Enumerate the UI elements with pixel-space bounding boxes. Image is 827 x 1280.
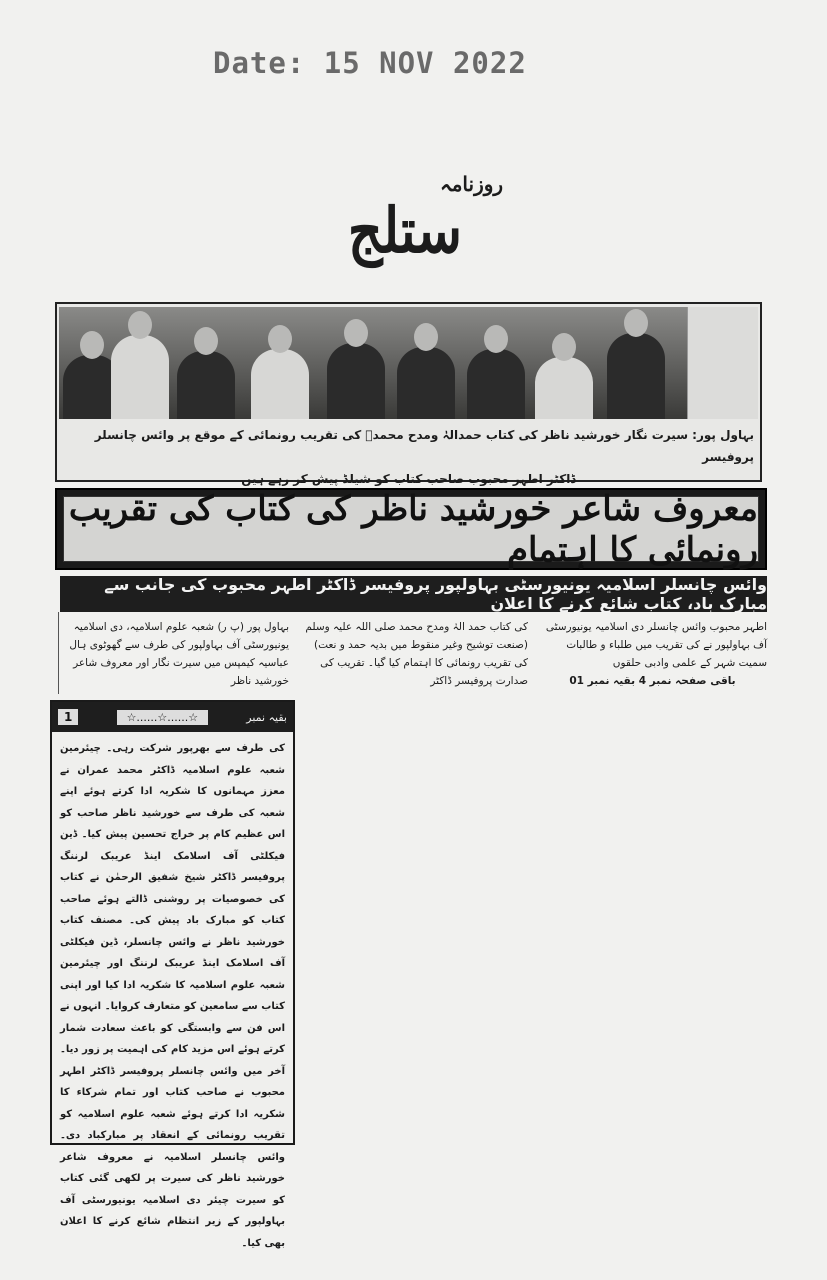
subheadline: وائس چانسلر اسلامیہ یونیورسٹی بہاولپور پروفیسر ڈاکٹر اطہر محبوب کی جانب سے مبارک باد، کتاب شائع کرنے کا اعلان	[60, 576, 767, 612]
continuation-number: 1	[58, 709, 78, 725]
photo-person	[327, 343, 385, 419]
masthead-title: ستلج	[347, 193, 463, 267]
headline: معروف شاعر خورشید ناظر کی کتاب کی تقریب رونمائی کا اہتمام	[63, 496, 759, 562]
headline-box	[55, 488, 767, 570]
article-column-3-text: اطہر محبوب وائس چانسلر دی اسلامیہ یونیورسٹی آف بہاولپور نے کی تقریب میں طلباء و طالبات سمیت شہر کے علمی وادبی حلقوں	[545, 621, 767, 669]
column-rule	[58, 612, 59, 694]
article-column-3	[538, 618, 767, 692]
photo-person	[607, 333, 665, 419]
photo-side-panel	[687, 307, 758, 419]
continued-note: باقی صفحہ نمبر 4 بقیہ نمبر 01	[569, 675, 736, 687]
masthead-roznama: روزنامہ	[440, 172, 504, 196]
continuation-text: کی طرف سے بھرپور شرکت رہی۔ چیئرمین شعبہ علوم اسلامیہ ڈاکٹر محمد عمران نے معزز مہمانوں کا شکریہ ادا کرتے ہوئے اپنے شعبہ کی طرف سے خورشید ناظر صاحب کو اس عظیم کام پر خراج تحسین پیش کیا۔ ڈین فیکلٹی آف اسلامک اینڈ عریبک لرننگ پروفیسر ڈاکٹر شیخ شفیق الرحمٰن نے کتاب کی خصوصیات پر روشنی ڈالتے ہوئے صاحب کتاب کو مبارک باد پیش کی۔ مصنف کتاب خورشید ناظر نے وائس چانسلر، ڈین فیکلٹی آف اسلامک اینڈ عریبک لرننگ اور چیئرمین شعبہ علوم اسلامیہ کا شکریہ ادا کیا اور اپنی کتاب سے سامعین کو متعارف کروایا۔ انہوں نے اس فن سے وابستگی کو باعث سعادت شمار کرتے ہوئے اس مزید کام کی اہمیت پر زور دیا۔ آخر میں وائس چانسلر پروفیسر ڈاکٹر اطہر محبوب نے صاحب کتاب اور تمام شرکاء کا شکریہ ادا کرتے ہوئے شعبہ علوم اسلامیہ کو تقریب رونمائی کے انعقاد پر مبارکباد دی۔ وائس چانسلر اسلامیہ نے معروف شاعر خورشید ناظر کی سیرت پر لکھی گئی کتاب کو سیرت چیئر دی اسلامیہ یونیورسٹی آف بہاولپور کے زیر انتظام شائع کرنے کا اعلان بھی کیا۔	[60, 743, 285, 1249]
article-column-2: کی کتاب حمد الہٰ ومدح محمد صلی اللہ علیہ وسلم (صنعت توشیح وغیر منقوط میں بدیہ حمد و نعت) کی تقریب رونمائی کا اہتمام کیا گیا۔ تقریب کی صدارت پروفیسر ڈاکٹر	[305, 621, 528, 687]
photo-person	[467, 349, 525, 419]
photo-person	[111, 335, 169, 419]
news-photo	[59, 307, 689, 419]
continuation-label: بقیہ نمبر	[246, 710, 287, 724]
photo-person	[397, 347, 455, 419]
photo-person	[535, 357, 593, 419]
star-ornament: ☆......☆......☆	[117, 710, 209, 725]
caption-line-1: بہاول پور: سیرت نگار خورشید ناظر کی کتاب حمدالہٰ ومدح محمدؐ کی تقریب رونمائی کے موقع پر وائس چانسلر پروفیسر	[94, 428, 754, 464]
news-photo-frame	[55, 302, 762, 486]
photo-person	[177, 351, 235, 419]
article-body	[60, 618, 767, 692]
continuation-header	[52, 702, 293, 732]
photo-person	[251, 349, 309, 419]
caption-line-2: ڈاکٹر اطہر محبوب صاحب کتاب کو شیلڈ پیش کر رہے ہیں	[241, 472, 576, 486]
date-stamp: Date: 15 NOV 2022	[213, 46, 527, 80]
photo-caption	[63, 424, 754, 490]
article-column-1: بہاول پور (پ ر) شعبہ علوم اسلامیہ، دی اسلامیہ یونیورسٹی آف بہاولپور کی طرف سے گھوٹوی ہال عباسیہ کیمپس میں سیرت نگار اور معروف شاعر خورشید ناظر	[69, 621, 289, 687]
continuation-box	[50, 700, 295, 1249]
